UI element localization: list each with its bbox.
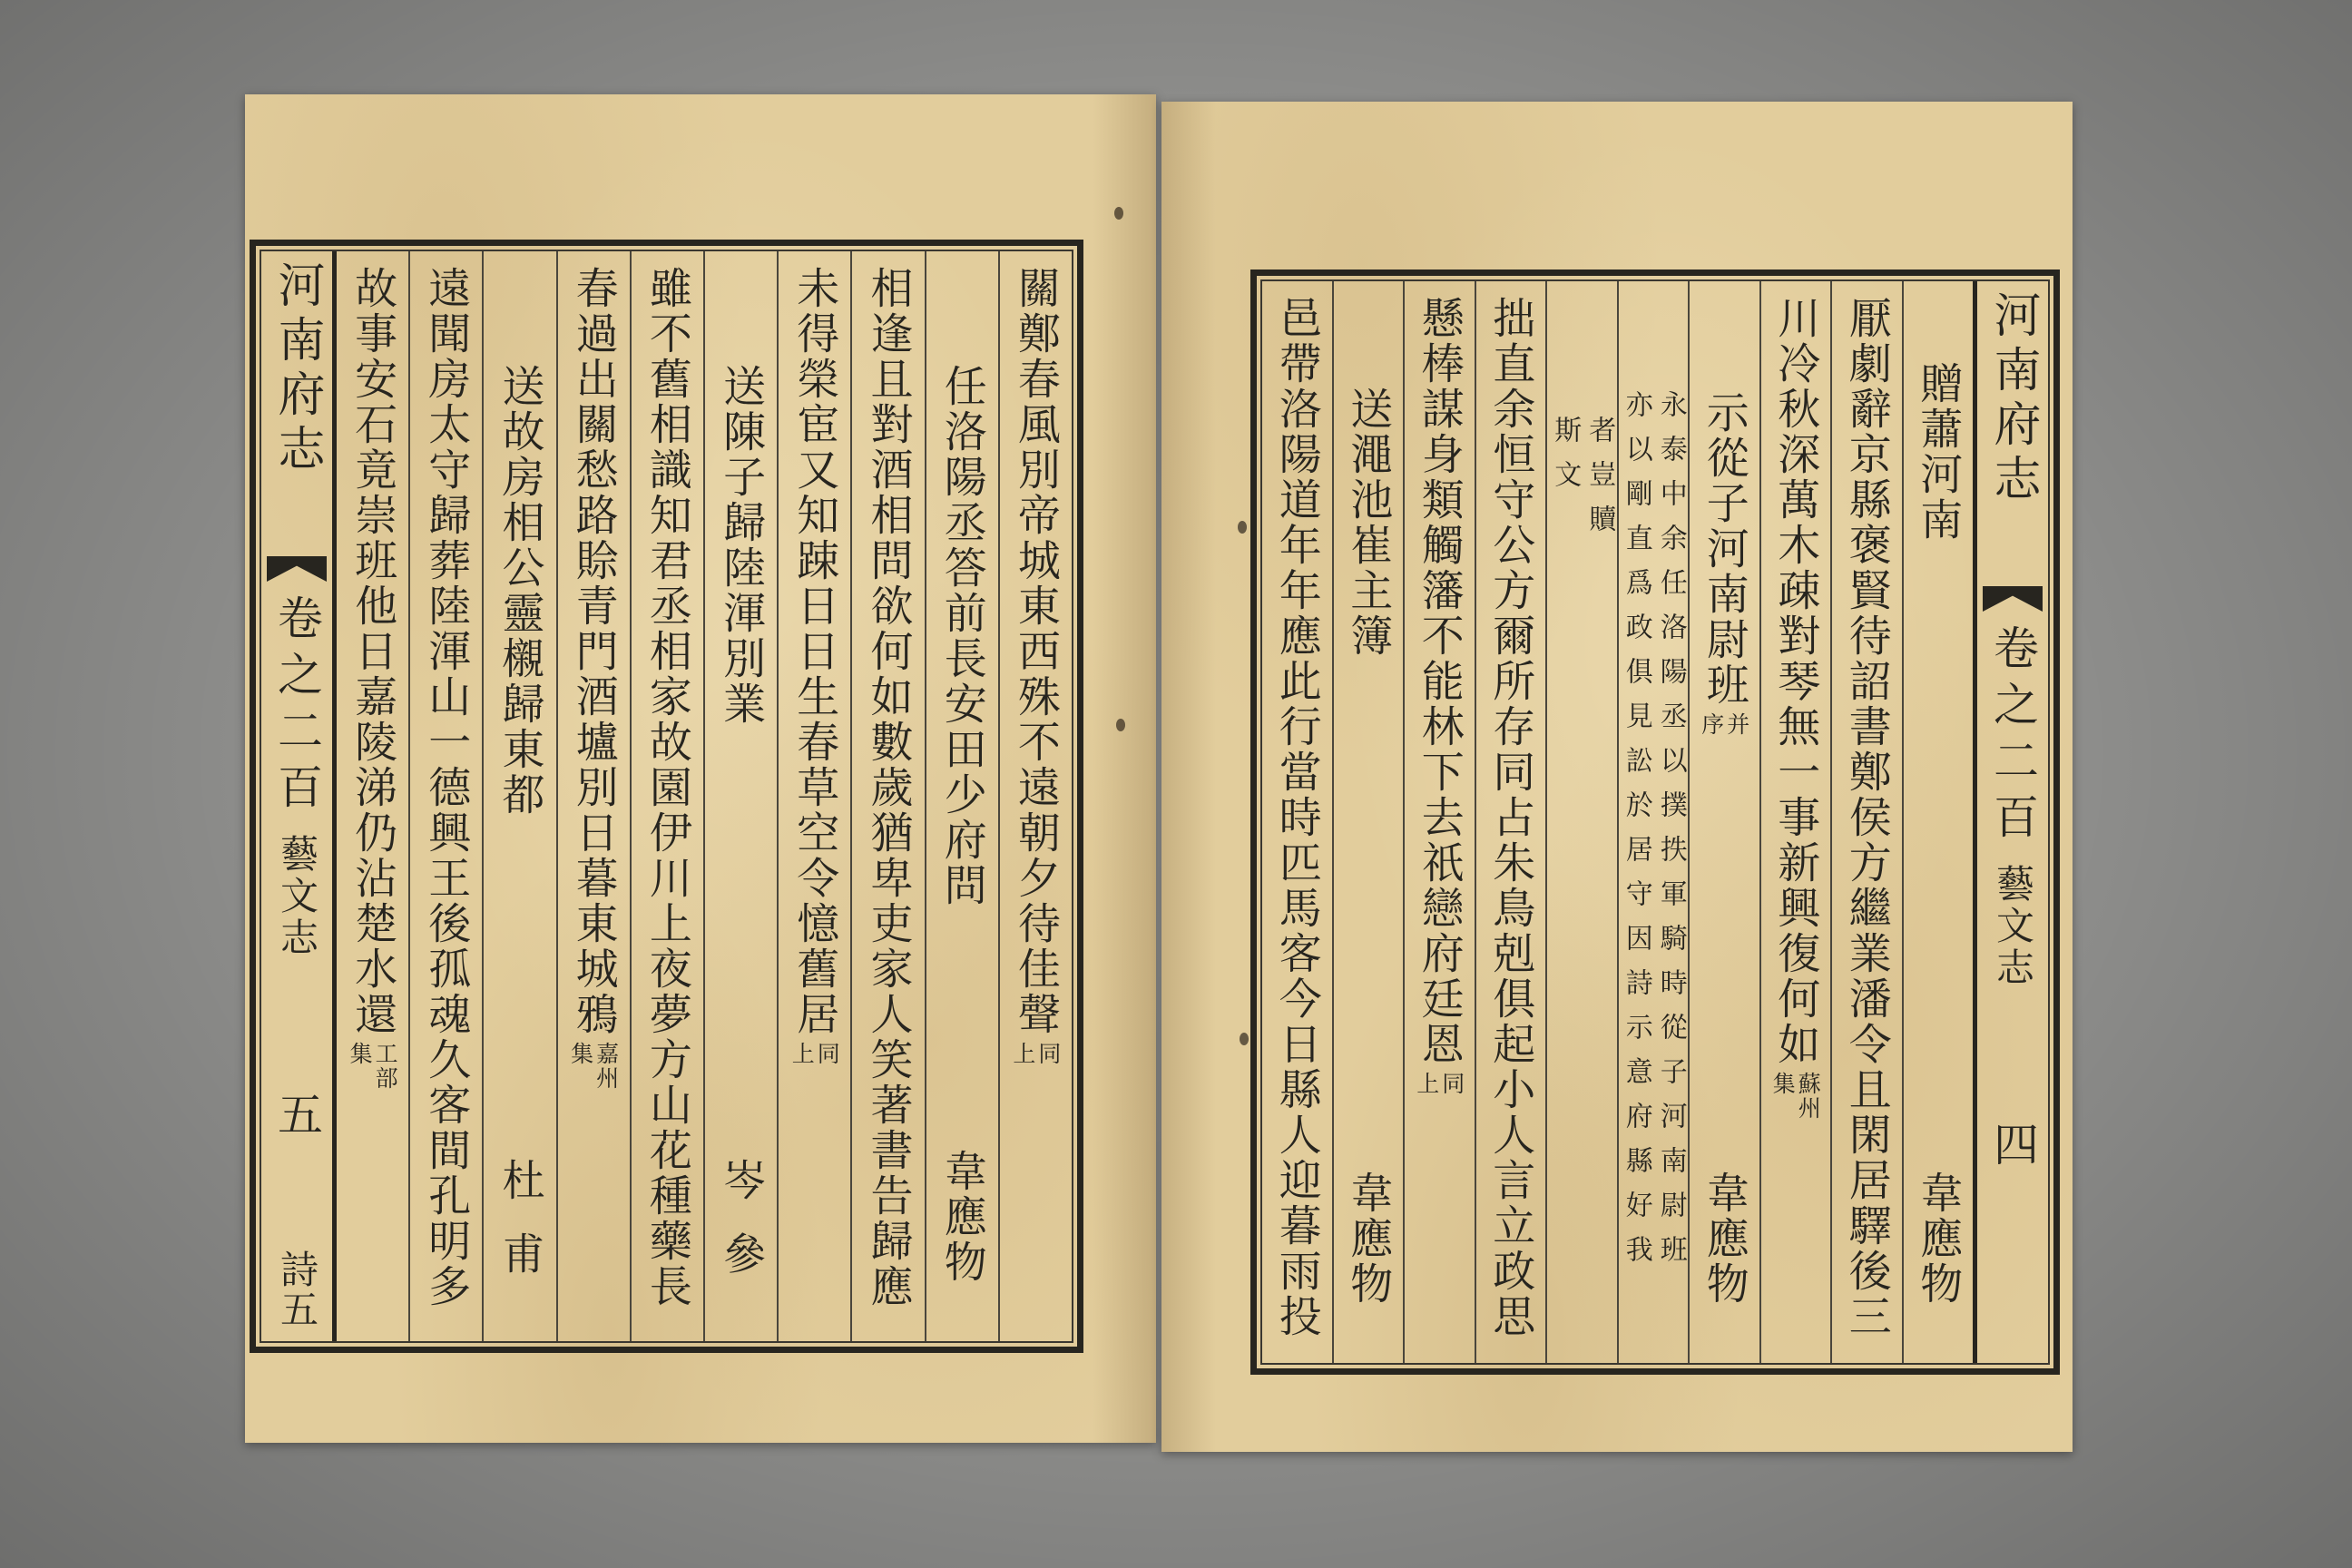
binding-hole <box>1116 719 1125 731</box>
title-column <box>925 251 998 1341</box>
preface-column <box>1545 281 1617 1363</box>
poem-author: 韋應物 <box>1343 1171 1394 1307</box>
fishtail-mark <box>1983 586 2043 612</box>
text-column <box>777 251 850 1341</box>
verse-text: 厭劇辭京縣褒賢待詔書鄭侯方繼業潘令且閑居驛後三 <box>1841 296 1892 1339</box>
poem-author: 韋應物 <box>1699 1171 1749 1307</box>
poem-author: 杜甫 <box>495 1158 545 1305</box>
title-note-line: 并 <box>1723 712 1750 737</box>
source-note-line: 集 <box>1769 1072 1797 1096</box>
source-note-line: 工部 <box>372 1042 399 1091</box>
print-frame <box>1250 270 2060 1375</box>
text-column <box>1475 281 1546 1363</box>
verse-text: 雖不舊相識知君丞相家故園伊川上夜夢方山花種藥長 <box>642 266 692 1309</box>
binding-hole <box>1114 207 1123 220</box>
banxin-folio: 四 <box>1986 1121 2039 1166</box>
title-column <box>703 251 777 1341</box>
source-note <box>1769 1072 1822 1121</box>
banxin-folio: 五 <box>270 1091 323 1136</box>
verse-text: 春過出關愁路賒青門酒壚別日暮東城鴉 <box>568 266 619 1037</box>
banxin-volume: 卷之二百 <box>270 594 323 819</box>
text-column <box>998 251 1072 1341</box>
banxin-book-title: 河南府志 <box>270 260 324 478</box>
print-frame <box>250 240 1083 1353</box>
source-note-line: 集 <box>347 1042 374 1066</box>
title-column <box>1902 281 1974 1363</box>
poem-author: 韋應物 <box>1913 1171 1964 1307</box>
text-columns <box>1262 281 1973 1363</box>
banxin-footer: 詩五 <box>275 1250 319 1329</box>
title-column <box>482 251 555 1341</box>
source-note <box>1009 1042 1062 1066</box>
verse-text: 懸棒謀身類觸籓不能林下去祇戀府廷恩 <box>1414 296 1465 1067</box>
verse-text: 遠聞房太守歸葬陸渾山一德興王後孤魂久客間孔明多 <box>421 266 472 1309</box>
source-note-line: 同 <box>1034 1042 1062 1066</box>
text-column <box>556 251 630 1341</box>
banxin <box>1973 281 2048 1363</box>
text-column <box>1262 281 1332 1363</box>
poem-title: 示從子河南尉班 <box>1699 390 1749 708</box>
preface-line: 亦以剛直爲政俱見訟於居守因詩示意府縣好我 <box>1620 390 1652 1279</box>
verse-text: 未得榮宦又知踈日日生春草空令憶舊居 <box>789 266 840 1037</box>
source-note <box>567 1042 620 1091</box>
banxin-section: 藝文志 <box>275 834 319 959</box>
poem-title: 送故房相公靈櫬歸東都 <box>495 364 545 818</box>
source-note <box>348 1042 397 1091</box>
banxin-volume: 卷之二百 <box>1986 624 2039 849</box>
binding-hole <box>1238 521 1247 534</box>
text-column <box>630 251 703 1341</box>
poem-author: 岑參 <box>716 1158 767 1305</box>
verse-text: 川冷秋深萬木疎對琴無一事新興復何如 <box>1770 296 1821 1067</box>
source-note-line: 嘉州 <box>593 1042 620 1091</box>
source-note <box>789 1042 841 1066</box>
verse-text: 關鄭春風別帝城東西殊不遠朝夕待佳聲 <box>1010 266 1061 1037</box>
banxin-section: 藝文志 <box>1991 864 2035 989</box>
source-note-line: 集 <box>567 1042 594 1066</box>
binding-hole <box>1240 1033 1249 1045</box>
text-column <box>1403 281 1475 1363</box>
print-frame-inner <box>1260 279 2050 1365</box>
banxin-book-title: 河南府志 <box>1985 290 2040 508</box>
poem-title: 任洛陽丞答前長安田少府問 <box>936 364 987 908</box>
title-column <box>1688 281 1759 1363</box>
source-note-line: 蘇州 <box>1795 1072 1822 1121</box>
preface-column <box>1617 281 1689 1363</box>
poem-author: 韋應物 <box>936 1149 987 1285</box>
preface-line: 斯文 <box>1549 416 1582 505</box>
verse-text: 故事安石竟崇班他日嘉陵涕仍沾楚水還 <box>348 266 398 1037</box>
preface-text <box>1620 390 1687 1279</box>
source-note-line: 上 <box>1009 1042 1036 1066</box>
text-column <box>337 251 408 1341</box>
title-column <box>1332 281 1404 1363</box>
right-page <box>1161 102 2073 1452</box>
poem-title: 送澠池崔主簿 <box>1343 387 1394 659</box>
text-columns <box>337 251 1072 1341</box>
text-column <box>1830 281 1902 1363</box>
banxin <box>261 251 337 1341</box>
title-note-line: 序 <box>1698 712 1725 737</box>
verse-text: 邑帶洛陽道年年應此行當時匹馬客今日縣人迎暮雨投 <box>1271 296 1322 1339</box>
source-note-line: 同 <box>814 1042 841 1066</box>
poem-title: 送陳子歸陸渾別業 <box>716 364 767 727</box>
title-note <box>1700 712 1749 737</box>
left-page <box>245 94 1156 1443</box>
verse-text: 相逢且對酒相問欲何如數歲猶卑吏家人笑著書告歸應 <box>863 266 914 1309</box>
source-note-line: 上 <box>789 1042 816 1066</box>
poem-title: 贈蕭河南 <box>1913 361 1964 543</box>
text-column <box>408 251 482 1341</box>
fishtail-mark <box>267 556 327 582</box>
source-note-line: 同 <box>1438 1072 1465 1096</box>
source-note <box>1413 1072 1465 1096</box>
preface-line: 者豈贖 <box>1583 416 1616 549</box>
print-frame-inner <box>260 250 1073 1343</box>
source-note-line: 上 <box>1413 1072 1440 1096</box>
verse-text: 拙直余恒守公方爾所存同占朱鳥剋俱起小人言立政思 <box>1485 296 1536 1339</box>
text-column <box>850 251 924 1341</box>
preface-line: 永泰中余任洛陽丞以撲抶軍騎時從子河南尉班 <box>1654 390 1687 1279</box>
text-column <box>1759 281 1831 1363</box>
preface-text <box>1549 416 1616 549</box>
